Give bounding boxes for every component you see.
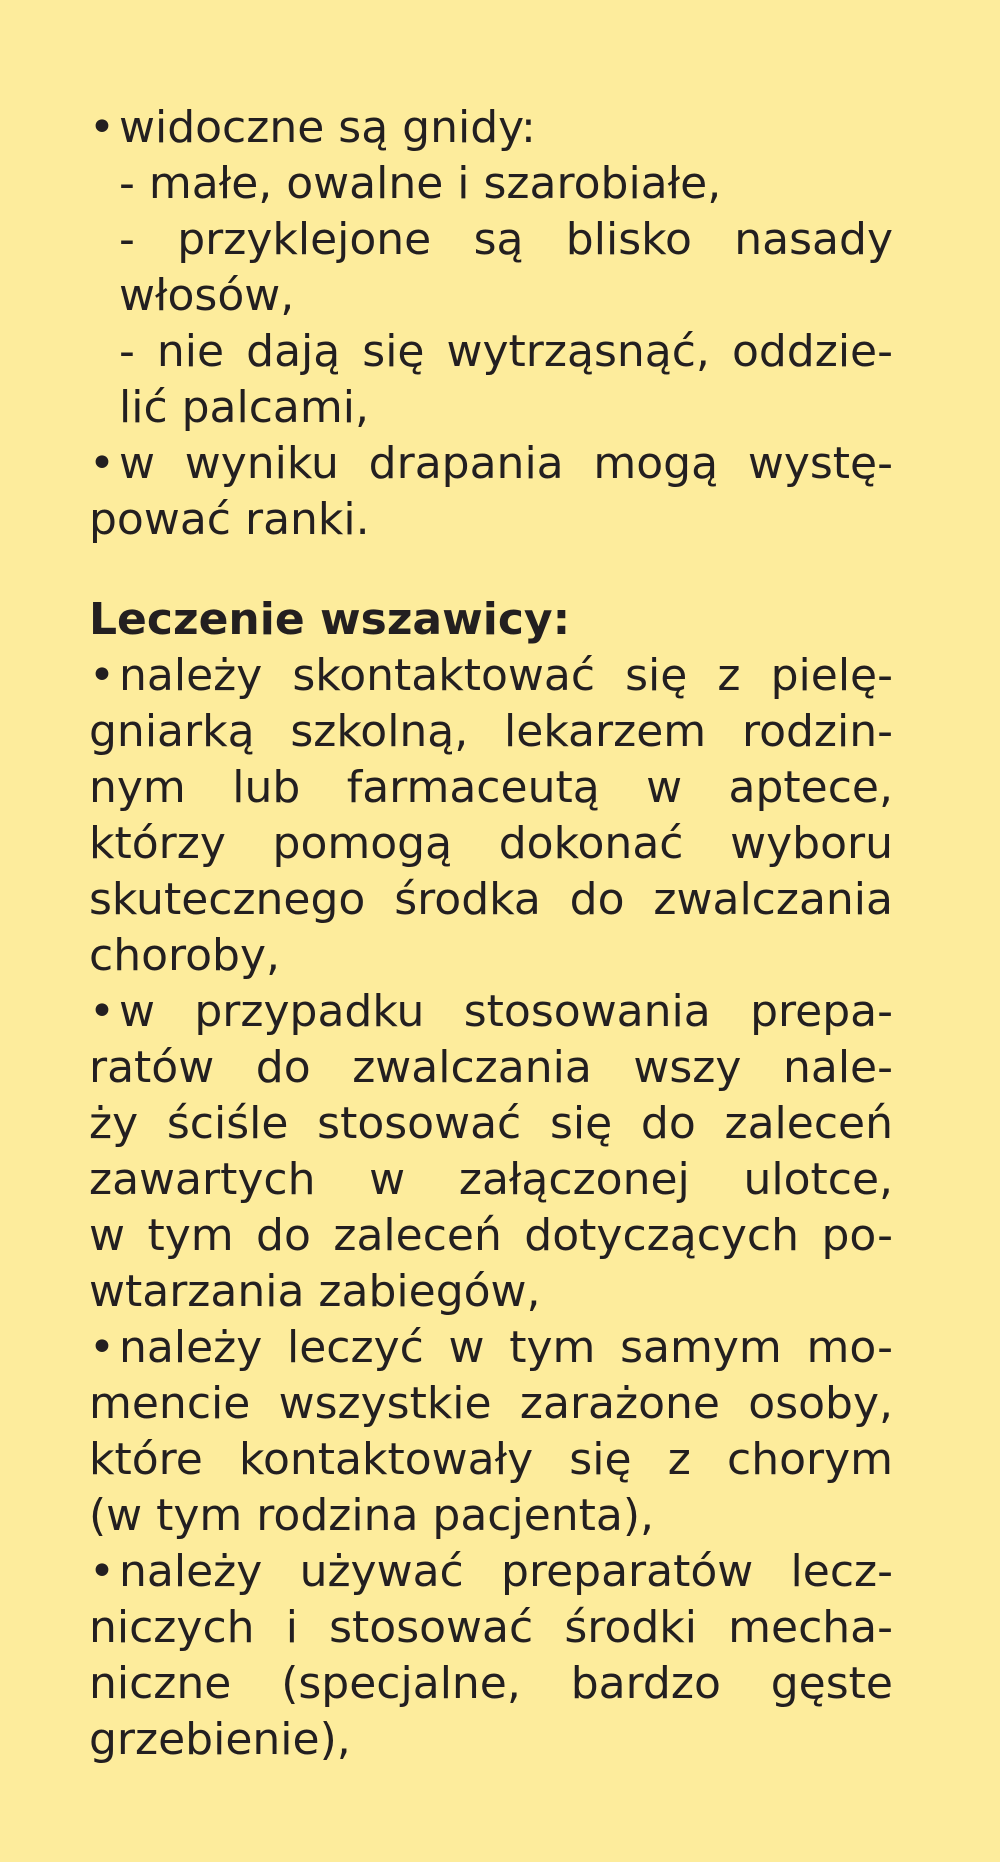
bullet-icon: • [89, 1546, 115, 1597]
list-item-continuation [89, 872, 893, 928]
list-item [89, 1544, 893, 1600]
list-item-continuation [89, 928, 893, 984]
sub-list-item [89, 324, 893, 380]
line-text: skutecznego środka do zwalczania [89, 874, 893, 925]
bullet-icon: • [89, 1322, 115, 1373]
list-item-continuation [89, 816, 893, 872]
line-text: należy skontaktować się z pielę- [119, 650, 893, 701]
bullet-icon: • [89, 438, 115, 489]
list-item-continuation [89, 1040, 893, 1096]
line-text: zawartych w załączonej ulotce, [89, 1154, 893, 1205]
list-item [89, 1320, 893, 1376]
bullet-icon: • [89, 986, 115, 1037]
list-item [89, 436, 893, 492]
line-text: niczych i stosować środki mecha- [89, 1602, 893, 1653]
line-text: grzebienie), [89, 1714, 351, 1765]
list-item-continuation [89, 1656, 893, 1712]
document-page [89, 100, 893, 1768]
sub-list-item-continuation [89, 268, 893, 324]
treatment-section [89, 592, 893, 1768]
line-text: w tym do zaleceń dotyczących po- [89, 1210, 893, 1261]
list-item-continuation [89, 1096, 893, 1152]
line-text: niczne (specjalne, bardzo gęste [89, 1658, 893, 1709]
list-item-continuation [89, 760, 893, 816]
list-item-continuation [89, 1376, 893, 1432]
list-item [89, 100, 893, 156]
line-text: które kontaktowały się z chorym [89, 1434, 893, 1485]
line-text: którzy pomogą dokonać wyboru [89, 818, 893, 869]
bullet-icon: • [89, 650, 115, 701]
list-item-continuation [89, 1264, 893, 1320]
line-text: ży ściśle stosować się do zaleceń [89, 1098, 893, 1149]
sub-list-item [89, 156, 893, 212]
list-item-continuation [89, 1600, 893, 1656]
paragraph-gap [89, 548, 893, 592]
line-text: w przypadku stosowania prepa- [119, 986, 893, 1037]
line-text: lić palcami, [119, 382, 369, 433]
list-item-continuation [89, 704, 893, 760]
line-text: - nie dają się wytrząsnąć, oddzie- [119, 326, 893, 377]
list-item [89, 648, 893, 704]
list-item-continuation [89, 1432, 893, 1488]
line-text: (w tym rodzina pacjenta), [89, 1490, 655, 1541]
line-text: choroby, [89, 930, 280, 981]
line-text: należy używać preparatów lecz- [119, 1546, 893, 1597]
line-text: nym lub farmaceutą w aptece, [89, 762, 893, 813]
sub-list-item [89, 212, 893, 268]
line-text: włosów, [119, 270, 295, 321]
line-text: mencie wszystkie zarażone osoby, [89, 1378, 893, 1429]
line-text: w wyniku drapania mogą wystę- [119, 438, 893, 489]
line-text: wtarzania zabiegów, [89, 1266, 541, 1317]
list-item-continuation [89, 1208, 893, 1264]
gnidy-list [89, 100, 893, 548]
line-text: pować ranki. [89, 494, 370, 545]
line-text: gniarką szkolną, lekarzem rodzin- [89, 706, 893, 757]
list-item-continuation [89, 492, 893, 548]
list-item-continuation [89, 1712, 893, 1768]
line-text: - przyklejone są blisko nasady [119, 214, 893, 265]
line-text: widoczne są gnidy: [119, 102, 536, 153]
line-text: ratów do zwalczania wszy nale- [89, 1042, 893, 1093]
line-text: - małe, owalne i szarobiałe, [119, 158, 722, 209]
bullet-icon: • [89, 102, 115, 153]
sub-list-item-continuation [89, 380, 893, 436]
list-item-continuation [89, 1488, 893, 1544]
section-heading: Leczenie wszawicy: [89, 594, 571, 645]
list-item-continuation [89, 1152, 893, 1208]
list-item [89, 984, 893, 1040]
line-text: należy leczyć w tym samym mo- [119, 1322, 893, 1373]
